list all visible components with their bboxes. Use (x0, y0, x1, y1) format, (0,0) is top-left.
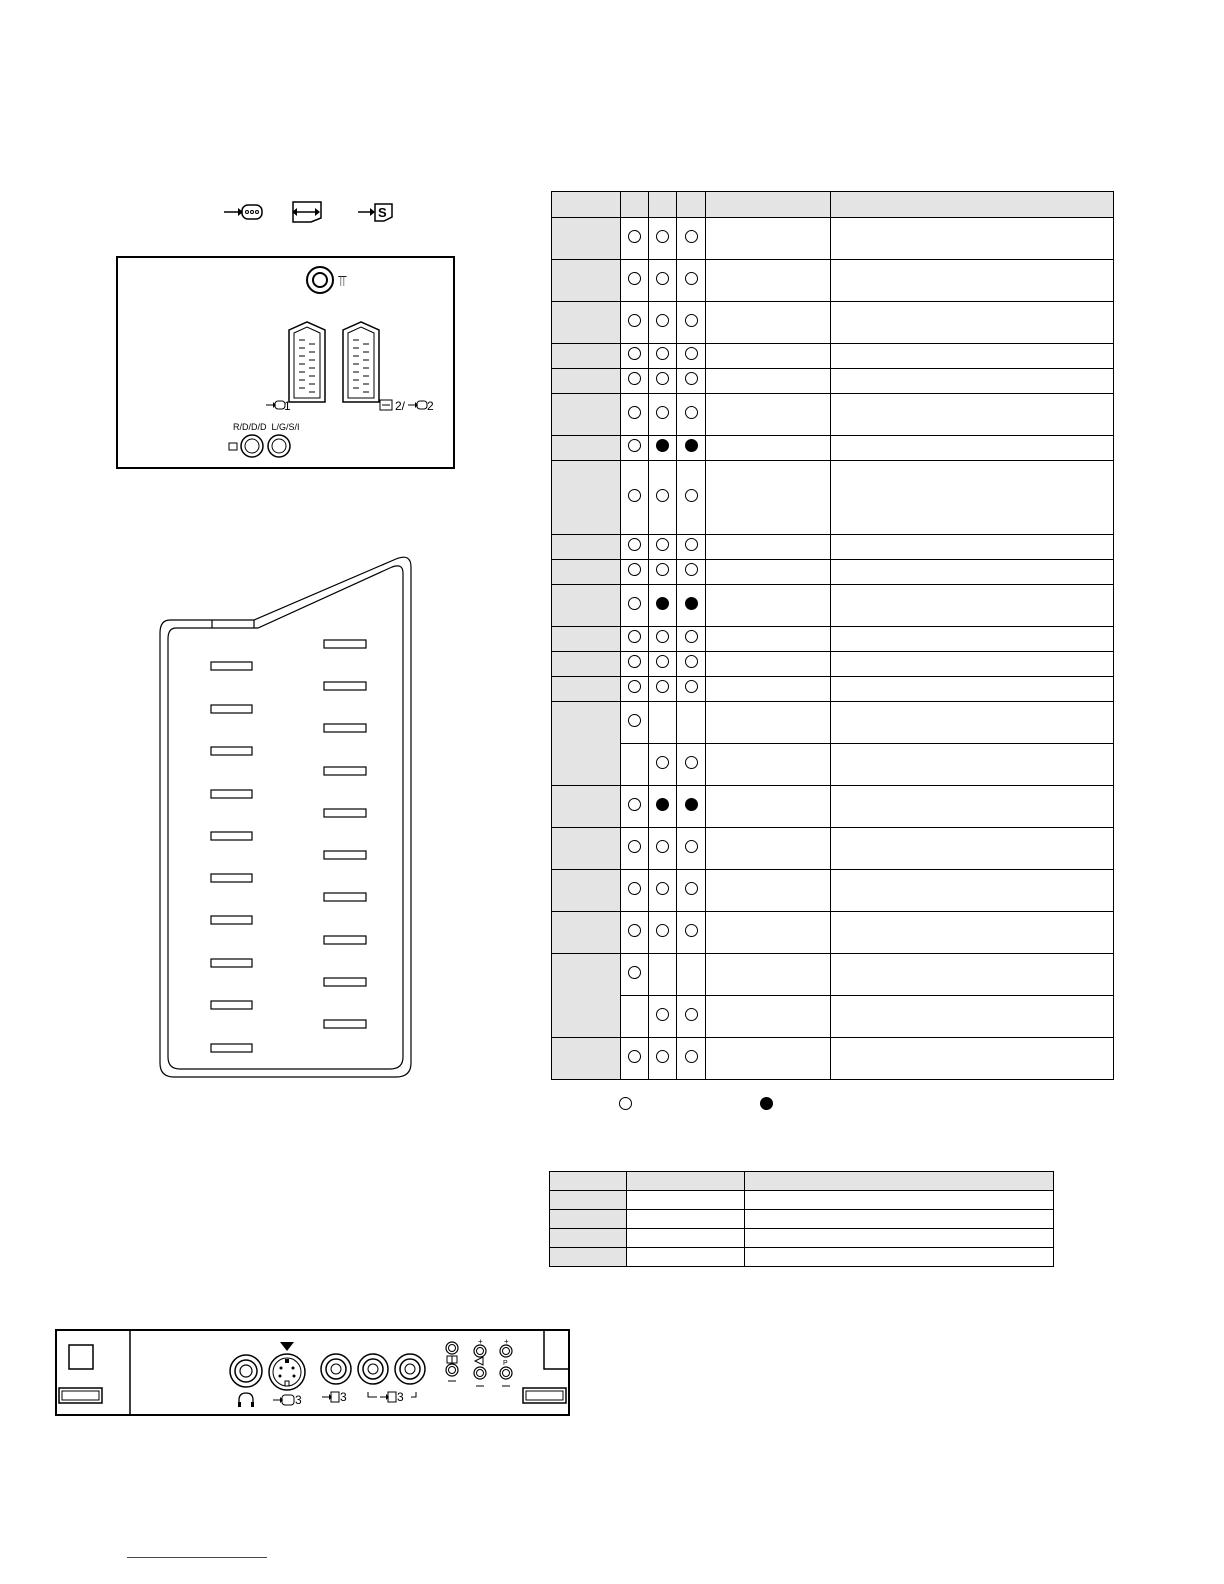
open-circle (685, 372, 698, 385)
open-circle (628, 597, 641, 610)
legend-filled-circle (760, 1097, 773, 1110)
pin-number-cell (552, 344, 621, 369)
table-row (552, 954, 1114, 996)
mode-cell (649, 1038, 677, 1080)
table-row (552, 912, 1114, 954)
signal-cell (706, 369, 831, 394)
table-cell (550, 1248, 627, 1267)
scart-av-icon (289, 200, 325, 224)
s-video-front-icon (273, 1393, 295, 1407)
description-cell (831, 627, 1114, 652)
signal-cell (706, 828, 831, 870)
mode-cell (621, 344, 649, 369)
scart-2b-label: 2 (427, 399, 434, 413)
pin-table-header (552, 192, 1114, 218)
table-row (552, 702, 1114, 744)
mode-cell (677, 870, 706, 912)
open-circle (656, 406, 669, 419)
open-circle (656, 347, 669, 360)
description-cell (831, 394, 1114, 436)
open-circle (628, 538, 641, 551)
mode-cell (649, 302, 677, 344)
open-circle (628, 314, 641, 327)
table-row (552, 677, 1114, 702)
table-row (552, 744, 1114, 786)
open-circle (628, 966, 641, 979)
header-cell (552, 192, 621, 218)
description-cell (831, 461, 1114, 535)
filled-circle (685, 597, 698, 610)
table-cell (550, 1172, 627, 1191)
pin-number-cell (552, 702, 621, 786)
description-cell (831, 1038, 1114, 1080)
scart-2-label: 2/ (395, 399, 406, 413)
mode-cell (677, 302, 706, 344)
open-circle (628, 439, 641, 452)
scart-socket-1 (287, 320, 327, 405)
open-circle (685, 756, 698, 769)
signal-cell (706, 870, 831, 912)
open-circle (628, 230, 641, 243)
mode-cell (649, 585, 677, 627)
header-cell (621, 192, 649, 218)
open-circle (628, 924, 641, 937)
svg-text:P: P (503, 1360, 508, 1367)
mode-cell (677, 828, 706, 870)
pin-number-cell (552, 1038, 621, 1080)
headphones-icon (237, 1392, 255, 1408)
table-cell (745, 1248, 1054, 1267)
description-cell (831, 535, 1114, 560)
mode-cell (621, 260, 649, 302)
table-cell (627, 1248, 745, 1267)
mode-cell (649, 436, 677, 461)
s-video-input-icon (358, 201, 394, 223)
description-cell (831, 786, 1114, 828)
pin-number-cell (552, 652, 621, 677)
aerial-input-icon (224, 201, 264, 223)
open-circle (628, 630, 641, 643)
s-video-front-socket (266, 1340, 308, 1392)
mode-cell (621, 302, 649, 344)
table-row (552, 828, 1114, 870)
open-circle (685, 840, 698, 853)
open-circle (656, 372, 669, 385)
mode-cell (649, 369, 677, 394)
mode-cell (677, 1038, 706, 1080)
open-circle (656, 924, 669, 937)
mode-cell (677, 912, 706, 954)
signal-cell (706, 744, 831, 786)
description-cell (831, 436, 1114, 461)
signal-cell (706, 996, 831, 1038)
signal-cell (706, 302, 831, 344)
open-circle (628, 840, 641, 853)
open-circle (656, 1050, 669, 1063)
description-cell (831, 828, 1114, 870)
mode-cell (677, 786, 706, 828)
mode-cell (677, 461, 706, 535)
table-row (552, 560, 1114, 585)
open-circle (685, 489, 698, 502)
open-circle (685, 406, 698, 419)
signal-cell (706, 954, 831, 996)
mode-cell (677, 218, 706, 260)
pin-number-cell (552, 912, 621, 954)
mode-cell (621, 786, 649, 828)
open-circle (656, 230, 669, 243)
mode-cell (677, 585, 706, 627)
signal-cell (706, 218, 831, 260)
open-circle (685, 1008, 698, 1021)
open-circle (656, 1008, 669, 1021)
mode-cell (677, 702, 706, 744)
pin-number-cell (552, 870, 621, 912)
description-cell (831, 702, 1114, 744)
table-cell (627, 1172, 745, 1191)
open-circle (656, 314, 669, 327)
open-circle (628, 347, 641, 360)
signal-cell (706, 627, 831, 652)
table-cell (745, 1210, 1054, 1229)
mode-cell (649, 461, 677, 535)
mode-cell (621, 828, 649, 870)
table-row (552, 996, 1114, 1038)
description-cell (831, 218, 1114, 260)
mode-cell (621, 369, 649, 394)
pin-number-cell (552, 677, 621, 702)
table-row (552, 394, 1114, 436)
mode-cell (677, 560, 706, 585)
table-row (552, 461, 1114, 535)
mode-cell (677, 344, 706, 369)
pin-number-cell (552, 436, 621, 461)
pin-number-cell (552, 302, 621, 344)
open-circle (656, 655, 669, 668)
signal-cell (706, 260, 831, 302)
mode-cell (677, 652, 706, 677)
svg-text:⫪: ⫪ (338, 273, 347, 290)
mode-cell (677, 260, 706, 302)
audio-front-bracket (367, 1388, 417, 1402)
scart-2-label-icon (379, 399, 393, 411)
s-video-front-label: 3 (295, 1393, 302, 1407)
description-cell (831, 260, 1114, 302)
table-row (552, 652, 1114, 677)
header-cell (706, 192, 831, 218)
mode-cell (649, 870, 677, 912)
open-circle (685, 630, 698, 643)
open-circle (656, 630, 669, 643)
open-circle (628, 406, 641, 419)
table-row (552, 436, 1114, 461)
open-circle (656, 882, 669, 895)
audio-out-sockets (228, 434, 298, 460)
open-circle (656, 680, 669, 693)
pin-number-cell (552, 627, 621, 652)
open-circle (685, 314, 698, 327)
open-circle (628, 372, 641, 385)
audio-out-label: R/D/D/D L/G/S/I (233, 422, 300, 432)
mode-cell (649, 652, 677, 677)
table-cell (627, 1191, 745, 1210)
table-row (552, 218, 1114, 260)
pin-table-2-header (550, 1172, 1054, 1191)
table-row (552, 535, 1114, 560)
table-row (550, 1229, 1054, 1248)
video-front-socket (320, 1353, 354, 1387)
pin-number-cell (552, 828, 621, 870)
signal-cell (706, 394, 831, 436)
open-circle (628, 563, 641, 576)
scart-2b-label-icon (408, 399, 428, 411)
signal-cell (706, 535, 831, 560)
table-row (552, 786, 1114, 828)
mode-cell (621, 954, 649, 996)
open-circle (628, 680, 641, 693)
mode-cell (621, 1038, 649, 1080)
mode-cell (649, 954, 677, 996)
open-circle (656, 563, 669, 576)
mode-cell (649, 344, 677, 369)
description-cell (831, 870, 1114, 912)
svg-text:+: + (504, 1337, 509, 1346)
mode-cell (677, 369, 706, 394)
mode-cell (649, 996, 677, 1038)
open-circle (685, 538, 698, 551)
table-row (552, 302, 1114, 344)
scart-1-label-icon (266, 399, 286, 411)
svg-text:S: S (378, 205, 387, 220)
open-circle (628, 882, 641, 895)
table-row (550, 1191, 1054, 1210)
description-cell (831, 560, 1114, 585)
open-circle (656, 272, 669, 285)
mode-cell (649, 627, 677, 652)
mode-cell (649, 560, 677, 585)
pin-number-cell (552, 560, 621, 585)
mode-cell (649, 260, 677, 302)
mode-cell (621, 744, 649, 786)
signal-cell (706, 436, 831, 461)
signal-cell (706, 912, 831, 954)
open-circle (656, 756, 669, 769)
mode-cell (677, 627, 706, 652)
filled-circle (685, 798, 698, 811)
mode-cell (621, 702, 649, 744)
mode-cell (621, 627, 649, 652)
header-cell (649, 192, 677, 218)
open-circle (628, 272, 641, 285)
table-cell (745, 1229, 1054, 1248)
table-row (552, 627, 1114, 652)
pin-number-cell (552, 954, 621, 1038)
mode-cell (621, 677, 649, 702)
filled-circle (656, 597, 669, 610)
signal-cell (706, 702, 831, 744)
open-circle (628, 714, 641, 727)
open-circle (628, 1050, 641, 1063)
signal-cell (706, 677, 831, 702)
open-circle (685, 655, 698, 668)
description-cell (831, 744, 1114, 786)
table-row (552, 260, 1114, 302)
description-cell (831, 344, 1114, 369)
filled-circle (656, 798, 669, 811)
open-circle (656, 489, 669, 502)
table-row (552, 369, 1114, 394)
pin-table (551, 191, 1114, 1080)
pin-number-cell (552, 369, 621, 394)
description-cell (831, 996, 1114, 1038)
table-row (550, 1210, 1054, 1229)
signal-cell (706, 786, 831, 828)
mode-cell (649, 394, 677, 436)
mode-cell (649, 218, 677, 260)
mode-cell (621, 585, 649, 627)
table-row (552, 870, 1114, 912)
footer-rule (127, 1557, 267, 1558)
open-circle (685, 680, 698, 693)
description-cell (831, 912, 1114, 954)
svg-text:+: + (478, 1337, 483, 1346)
table-cell (550, 1191, 627, 1210)
table-cell (627, 1210, 745, 1229)
description-cell (831, 302, 1114, 344)
open-circle (628, 798, 641, 811)
open-circle (656, 538, 669, 551)
table-row (552, 1038, 1114, 1080)
open-circle (685, 563, 698, 576)
open-circle (628, 655, 641, 668)
mode-cell (649, 535, 677, 560)
scart-1-label: 1 (284, 399, 291, 413)
header-cell (677, 192, 706, 218)
table-row (552, 585, 1114, 627)
mode-cell (677, 394, 706, 436)
legend-open-circle (619, 1097, 632, 1110)
mode-cell (621, 996, 649, 1038)
audio-front-label: 3 (397, 1390, 404, 1404)
pin-number-cell (552, 585, 621, 627)
open-circle (685, 230, 698, 243)
signal-cell (706, 560, 831, 585)
scart-socket-2 (341, 320, 381, 405)
video-front-icon (322, 1390, 340, 1404)
pin-number-cell (552, 260, 621, 302)
signal-cell (706, 461, 831, 535)
mode-cell (677, 954, 706, 996)
mode-cell (621, 535, 649, 560)
mode-cell (649, 677, 677, 702)
header-cell (831, 192, 1114, 218)
mode-cell (649, 702, 677, 744)
description-cell (831, 677, 1114, 702)
description-cell (831, 954, 1114, 996)
mode-cell (621, 394, 649, 436)
mode-cell (649, 828, 677, 870)
signal-cell (706, 585, 831, 627)
mode-cell (621, 560, 649, 585)
mode-cell (621, 218, 649, 260)
pin-number-cell (552, 461, 621, 535)
description-cell (831, 585, 1114, 627)
front-control-buttons (443, 1336, 523, 1396)
mode-cell (677, 677, 706, 702)
audio-left-front-socket (357, 1353, 391, 1387)
table-cell (627, 1229, 745, 1248)
open-circle (685, 924, 698, 937)
table-cell (550, 1210, 627, 1229)
filled-circle (685, 439, 698, 452)
open-circle (656, 840, 669, 853)
signal-cell (706, 1038, 831, 1080)
mode-cell (621, 870, 649, 912)
open-circle (685, 882, 698, 895)
mode-cell (649, 912, 677, 954)
mode-cell (621, 436, 649, 461)
table-row (550, 1248, 1054, 1267)
mode-cell (677, 996, 706, 1038)
filled-circle (656, 439, 669, 452)
mode-cell (649, 786, 677, 828)
open-circle (685, 347, 698, 360)
mode-cell (677, 436, 706, 461)
audio-right-front-socket (394, 1353, 428, 1387)
video-front-label: 3 (340, 1390, 347, 1404)
mode-cell (677, 744, 706, 786)
scart-pin-diagram (158, 555, 414, 1080)
table-cell (550, 1229, 627, 1248)
pin-number-cell (552, 394, 621, 436)
aerial-socket (306, 266, 366, 296)
open-circle (685, 272, 698, 285)
table-cell (745, 1172, 1054, 1191)
table-row (552, 344, 1114, 369)
pin-number-cell (552, 535, 621, 560)
open-circle (685, 1050, 698, 1063)
mode-cell (649, 744, 677, 786)
mode-cell (621, 652, 649, 677)
signal-cell (706, 652, 831, 677)
open-circle (628, 489, 641, 502)
pin-table-2 (549, 1171, 1054, 1267)
description-cell (831, 652, 1114, 677)
pin-number-cell (552, 218, 621, 260)
mode-cell (621, 461, 649, 535)
table-cell (745, 1191, 1054, 1210)
description-cell (831, 369, 1114, 394)
mode-cell (677, 535, 706, 560)
mode-cell (621, 912, 649, 954)
pin-number-cell (552, 786, 621, 828)
signal-cell (706, 344, 831, 369)
